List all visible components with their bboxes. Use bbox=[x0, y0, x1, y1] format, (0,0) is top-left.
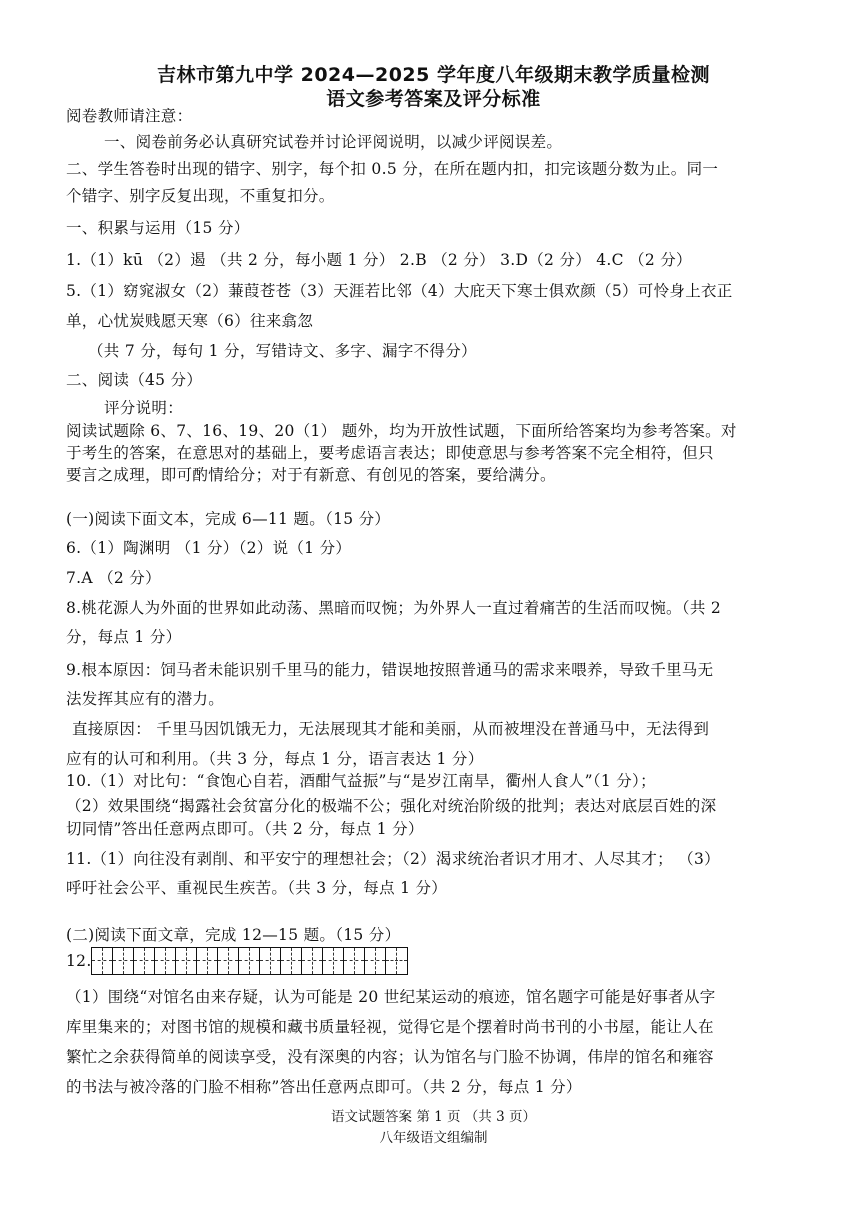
answer-11-cont: 呼吁社会公平、重视民生疾苦。（共 3 分，每点 1 分） bbox=[66, 879, 448, 897]
grid-cell bbox=[365, 948, 386, 974]
grid-cell bbox=[260, 948, 281, 974]
answer-7: 7.A （2 分） bbox=[66, 569, 161, 587]
grid-cell bbox=[134, 948, 155, 974]
grid-cell bbox=[113, 948, 134, 974]
answer-12-1-cont-2: 繁忙之余获得简单的阅读享受，没有深奥的内容；认为馆名与门脸不协调，伟岸的馆名和雍容 bbox=[66, 1048, 714, 1066]
scoring-note-line-2: 于考生的答案，在意思对的基础上，要考虑语言表达；即使意思与参考答案不完全相符，但只 bbox=[66, 444, 714, 462]
document-subtitle: 语文参考答案及评分标准 bbox=[326, 88, 541, 110]
grid-cell bbox=[281, 948, 302, 974]
grid-cell bbox=[176, 948, 197, 974]
answer-5: 5.（1）窈窕淑女（2）蒹葭苍苍（3）天涯若比邻（4）大庇天下寒士俱欢颜（5）可怜身上衣正 bbox=[66, 282, 733, 300]
answer-8-cont: 分，每点 1 分） bbox=[66, 628, 182, 646]
notice-item-1: 一、阅卷前务必认真研究试卷并讨论评阅说明，以减少评阅误差。 bbox=[104, 133, 563, 151]
grid-cell bbox=[386, 948, 407, 974]
answer-9-direct: 直接原因： 千里马因饥饿无力，无法展现其才能和美丽，从而被埋没在普通马中，无法得到 bbox=[72, 720, 710, 738]
answer-9-direct-cont: 应有的认可和利用。（共 3 分，每点 1 分，语言表达 1 分） bbox=[66, 750, 484, 768]
reading-2-heading: (二)阅读下面文章，完成 12—15 题。（15 分） bbox=[66, 926, 401, 944]
notice-heading: 阅卷教师请注意： bbox=[66, 107, 193, 125]
section-1-heading: 一、积累与运用（15 分） bbox=[66, 219, 250, 237]
grid-cell bbox=[302, 948, 323, 974]
document-title: 吉林市第九中学 2024—2025 学年度八年级期末教学质量检测 bbox=[157, 64, 710, 86]
grid-cell bbox=[155, 948, 176, 974]
answer-9: 9.根本原因：饲马者未能识别千里马的能力，错误地按照普通马的需求来喂养，导致千里马无 bbox=[66, 661, 714, 679]
notice-item-2-cont: 个错字、别字反复出现，不重复扣分。 bbox=[66, 187, 335, 205]
answer-12-number: 12. bbox=[66, 952, 92, 970]
answer-12-1-cont-1: 库里集来的；对图书馆的规模和藏书质量轻视，觉得它是个摆着时尚书刊的小书屋，能让人在 bbox=[66, 1018, 714, 1036]
answer-6: 6.（1）陶渊明 （1 分）（2）说（1 分） bbox=[66, 539, 352, 557]
answer-5-scoring: （共 7 分，每句 1 分，写错诗文、多字、漏字不得分） bbox=[88, 342, 477, 360]
reading-1-heading: (一)阅读下面文本，完成 6—11 题。（15 分） bbox=[66, 510, 391, 528]
grid-cell bbox=[239, 948, 260, 974]
section-2-heading: 二、阅读（45 分） bbox=[66, 371, 203, 389]
grid-cell bbox=[197, 948, 218, 974]
answer-10: 10.（1）对比句：“食饱心自若，酒酣气益振”与“是岁江南旱，衢州人食人”（1 分）； bbox=[66, 772, 656, 790]
answer-12-1-cont-3: 的书法与被冷落的门脸不相称”答出任意两点即可。（共 2 分，每点 1 分） bbox=[66, 1078, 582, 1096]
answer-1-4: 1.（1）kū （2）遏 （共 2 分，每小题 1 分） 2.B （2 分） 3.D（2 分） 4.C （2 分） bbox=[66, 251, 692, 269]
grid-cell bbox=[92, 948, 113, 974]
grid-cell bbox=[218, 948, 239, 974]
scoring-note-line-3: 要言之成理，即可酌情给分；对于有新意、有创见的答案，要给满分。 bbox=[66, 466, 556, 484]
answer-grid-boxes bbox=[91, 947, 408, 975]
answer-11: 11.（1）向往没有剥削、和平安宁的理想社会；（2）渴求统治者识才用才、人尽其才； （3） bbox=[66, 850, 720, 868]
grid-cell bbox=[344, 948, 365, 974]
scoring-note-heading: 评分说明： bbox=[104, 399, 184, 417]
answer-8: 8.桃花源人为外面的世界如此动荡、黑暗而叹惋；为外界人一直过着痛苦的生活而叹惋。（共 2 bbox=[66, 599, 722, 617]
answer-9-cont: 法发挥其应有的潜力。 bbox=[66, 690, 225, 708]
editor-footer: 八年级语文组编制 bbox=[379, 1130, 488, 1146]
notice-item-2: 二、学生答卷时出现的错字、别字，每个扣 0.5 分，在所在题内扣，扣完该题分数为止。同一 bbox=[66, 160, 719, 178]
answer-10-effect: （2）效果围绕“揭露社会贫富分化的极端不公；强化对统治阶级的批判；表达对底层百姓的深 bbox=[66, 797, 717, 815]
page-number-footer: 语文试题答案 第 1 页 （共 3 页） bbox=[331, 1109, 536, 1125]
answer-12-1: （1）围绕“对馆名由来存疑，认为可能是 20 世纪某运动的痕迹，馆名题字可能是好事者从字 bbox=[66, 988, 716, 1006]
answer-5-cont: 单，心忧炭贱愿天寒（6）往来翕忽 bbox=[66, 312, 314, 330]
scoring-note-line-1: 阅读试题除 6、7、16、19、20（1） 题外，均为开放性试题，下面所给答案均为参考答案。对 bbox=[66, 422, 737, 440]
grid-cell bbox=[323, 948, 344, 974]
answer-10-effect-cont: 切同情”答出任意两点即可。（共 2 分，每点 1 分） bbox=[66, 820, 424, 838]
